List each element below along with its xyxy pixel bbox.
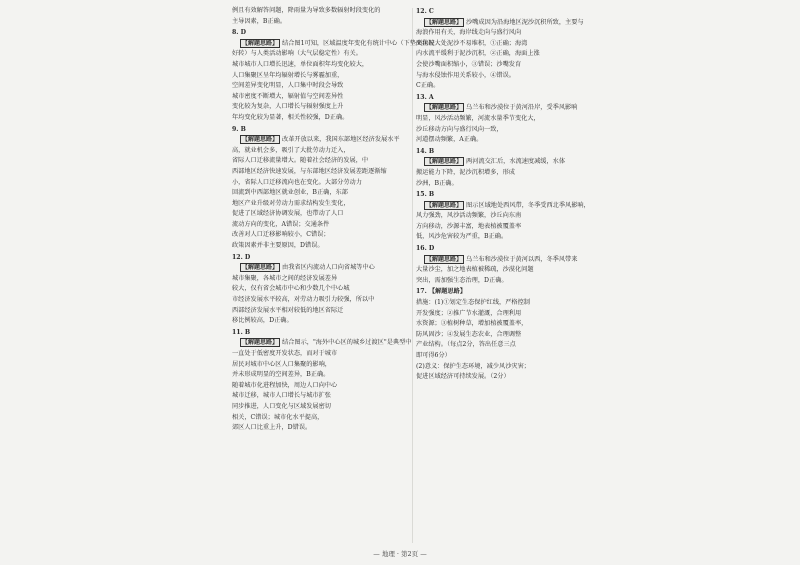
q14-line: 搬运能力下降，泥沙沉积增多，形成 (416, 168, 515, 176)
q8-text: 结合图1可知，区域温度年变化有统计中心（下垫面状况 (282, 39, 435, 47)
q17-line: 产业结构。（每点2分，答出任意三点 (416, 341, 516, 349)
q17-number: 17. 【解题思路】 (416, 288, 467, 296)
q17-line: 水资源；③植树种草，增加植被覆盖率， (416, 320, 528, 328)
intro-line: 例且有效解答问题，降雨量为导致多数辐射时段变化的 (232, 7, 381, 14)
q17-line: 防风固沙；④发展生态农业，合理调整 (416, 330, 522, 338)
q12-line: 城市集聚，各城市之间的经济发展差异 (232, 274, 338, 282)
q12-line: 市经济发展水平较高，对劳动力吸引力较强，所以中 (232, 296, 375, 304)
q14-number: 14. B (416, 147, 435, 155)
q8-line: 人口集聚区呈年均辐射增长与雾霾加重， (232, 71, 344, 79)
q17-line: 措施：(1)①划定生态保护红线，严格控制 (416, 299, 530, 307)
q14-tag: 【解题思路】 (426, 158, 463, 166)
q11-line: 一直处于低密度开发状态，而对于城市 (232, 350, 338, 357)
q12-line: 移比例较高，D正确。 (232, 317, 293, 325)
q14-text: 两河流交汇后，水流速度减缓，水体 (466, 158, 566, 166)
q16-line (416, 255, 596, 266)
q15-line: 风力强劲，风沙活动频繁，沙丘向东南 (416, 212, 522, 220)
q12c-line: C正确。 (416, 82, 440, 90)
q17-line: 促进区域经济可持续发展。（2分） (416, 373, 510, 381)
q12c-tag: 【解题思路】 (426, 18, 463, 26)
q12c-line: 夹角较大处泥沙不易堆积，①正确；海湾 (416, 39, 528, 47)
q11-line (232, 338, 412, 349)
q8-number: 8. D (232, 29, 246, 37)
q16-line: 突出，需加强生态治理，D正确。 (416, 276, 508, 284)
q16-text: 乌兰布和沙漠位于黄河以西，冬季风带来 (466, 255, 578, 263)
q13-line: 明显，风沙活动频繁，河流水量季节变化大， (416, 114, 540, 122)
q13-text: 乌兰布和沙漠位于黄河沿岸，受季风影响 (466, 104, 578, 112)
column-divider (412, 8, 413, 543)
q14-line: 沙洲，B正确。 (416, 179, 458, 187)
q17-line: (2)意义：保护生态环境，减少风沙灾害； (416, 362, 530, 370)
q9-line: 回流到中西部地区就业创业，B正确，东部 (232, 189, 348, 197)
q8-tag: 【解题思路】 (242, 39, 279, 47)
q9-line (232, 135, 408, 146)
q12c-line: 海浪作用有关，海岸线走向与盛行风向 (416, 29, 522, 37)
q8-line: 空间差异变化明显，人口集中时段会导致 (232, 82, 344, 90)
q15-text: 图示区域地处西风带，冬季受西北季风影响， (466, 201, 590, 209)
q11-line: 城市迁移，城市人口增长与城市扩张 (232, 392, 331, 400)
q13-tag: 【解题思路】 (426, 104, 463, 112)
q11-line: 居民对城市中心区人口集聚的影响， (232, 360, 331, 368)
q9-line: 改善对人口迁移影响较小，C错误； (232, 231, 330, 239)
right-column (416, 6, 596, 383)
q11-line: 同步推进，人口变化与区域发展密切 (232, 402, 331, 410)
q9-line: 小，省际人口迁移流向也在变化。大部分劳动力 (232, 178, 362, 186)
q12-text: 由我省区内流动人口向省城等中心 (282, 264, 375, 272)
q8-line: 城市密度不断增大，辐射值与空间差异性 (232, 92, 344, 100)
q11-text: 结合图示，"海外中心区的城乡过渡区"是典型中 (282, 339, 412, 347)
q14-line (416, 157, 596, 168)
q12c-line: 会使沙嘴面积缩小，③错误；沙嘴发育 (416, 60, 522, 68)
q11-line: 相关，C错误；城市化水平提高， (232, 413, 324, 421)
q11-tag: 【解题思路】 (242, 339, 279, 347)
q13-line: 沙丘移动方向与盛行风向一致， (416, 125, 503, 133)
q9-line: 西部地区经济快速发展，与东部地区经济发展差距逐渐缩 (232, 167, 387, 175)
q12c-line: 与海水侵蚀作用关系较小，④错误。 (416, 71, 515, 79)
q16-tag: 【解题思路】 (426, 255, 463, 263)
q9-line: 政策因素并非主要原因，D错误。 (232, 242, 324, 250)
q12c-text: 沙嘴成因为沿海地区泥沙沉积所致，主要与 (466, 18, 584, 26)
q8-line: 变化较为复杂，人口增长与辐射强度上升 (232, 103, 344, 111)
q12c-line: 内水流平缓利于泥沙沉积，②正确，海面上涨 (416, 50, 540, 58)
q13-number: 13. A (416, 93, 434, 101)
q11-number: 11. B (232, 328, 251, 336)
q8-line: 城市城市人口增长迅速，单位面积年均变化较大， (232, 60, 369, 68)
q15-tag: 【解题思路】 (426, 201, 463, 209)
q9-line: 高，就业机会多，吸引了大批劳动力迁入， (232, 146, 350, 154)
q11-line: 郊区人口比重上升，D错误。 (232, 424, 312, 432)
q12-line (232, 263, 408, 274)
q12c-number: 12. C (416, 8, 434, 15)
page-footer: — 地理 · 第2页 — (373, 550, 427, 558)
q15-line: 低，风沙危害较为严重，B正确。 (416, 233, 508, 241)
q16-number: 16. D (416, 245, 435, 253)
q9-line: 省际人口迁移流量增大。随着社会经济的发展，中 (232, 157, 369, 165)
q8-line: 好转）与人类活动影响（大气层稳定性）有关。 (232, 50, 362, 58)
q8-line: 年均变化较为显著，相关性较强，D正确。 (232, 113, 349, 121)
intro-line: 主导因素，B正确。 (232, 17, 287, 25)
q9-line: 流动方向的变化，A错误；交通条件 (232, 220, 330, 228)
q17-line: 即可得6分） (416, 352, 451, 359)
q16-line: 大量沙尘，加之地表植被稀疏，沙漠化问题 (416, 266, 534, 274)
q13-line (416, 103, 596, 114)
q15-line (416, 201, 596, 212)
q11-line: 随着城市化进程加快，周边人口向中心 (232, 381, 338, 389)
q15-line: 方向移动，沙源丰富，地表植被覆盖率 (416, 222, 522, 230)
q17-line: 开发强度；②推广节水灌溉，合理利用 (416, 309, 522, 317)
q8-line (232, 39, 435, 50)
q12c-line (416, 18, 596, 29)
q9-line: 地区产业升级对劳动力需求结构发生变化， (232, 199, 350, 207)
q9-text: 改革开放以来，我国东部地区经济发展水平 (282, 136, 400, 144)
q12-tag: 【解题思路】 (242, 264, 279, 272)
q9-tag: 【解题思路】 (242, 136, 279, 144)
q11-line: 并未形成明显的空间差异，B正确。 (232, 371, 330, 379)
q9-number: 9. B (232, 125, 246, 133)
q9-line: 促进了区域经济协调发展，也带动了人口 (232, 210, 344, 218)
q12-number: 12. D (232, 253, 251, 261)
q12-line: 西部经济发展水平相对较低的地区省际迁 (232, 306, 344, 314)
q12-line: 较大，仅有省会城市中心和少数几个中心城 (232, 285, 350, 293)
q15-number: 15. B (416, 191, 435, 199)
q13-line: 河道摆动频繁，A正确。 (416, 136, 483, 144)
